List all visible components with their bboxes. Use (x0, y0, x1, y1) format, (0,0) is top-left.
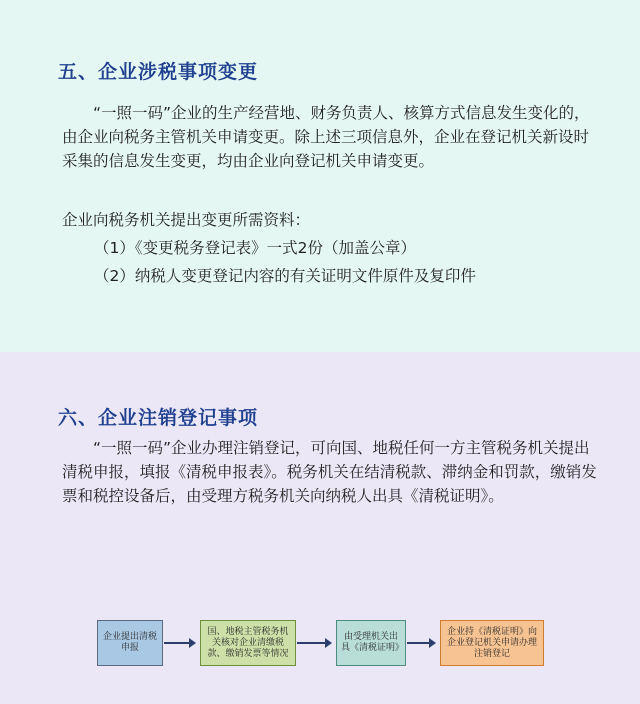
section-5-heading: 五、企业涉税事项变更 (58, 61, 259, 83)
flow-arrow-icon (297, 642, 330, 644)
section-5-paragraph: “一照一码”企业的生产经营地、财务负责人、核算方式信息发生变化的，由企业向税务主管机关申请变更。除上述三项信息外，企业在登记机关新设时采集的信息发生变更，均由企业向登记机关申请变更。 (62, 104, 590, 170)
requirement-item: （1）《变更税务登记表》一式2份（加盖公章） (94, 239, 416, 257)
flow-step-4: 企业持《清税证明》向企业登记机关申请办理注销登记 (440, 620, 544, 666)
flow-arrow-icon (164, 642, 194, 644)
flow-step-1: 企业提出清税申报 (97, 620, 163, 666)
section-6-heading: 六、企业注销登记事项 (58, 407, 259, 429)
flow-step-2: 国、地税主管税务机关核对企业清缴税款、缴销发票等情况 (200, 620, 296, 666)
section-6-paragraph: “一照一码”企业办理注销登记，可向国、地税任何一方主管税务机关提出清税申报，填报《清税申报表》。税务机关在结清税款、滞纳金和罚款，缴销发票和税控设备后，由受理方税务机关向纳税人出具《清税证明》。 (62, 439, 597, 505)
flow-step-3: 由受理机关出具《清税证明》 (336, 620, 406, 666)
deregistration-flowchart (0, 620, 640, 680)
section-6 (0, 352, 640, 704)
requirement-item: （2）纳税人变更登记内容的有关证明文件原件及复印件 (94, 267, 476, 285)
requirements-title: 企业向税务机关提出变更所需资料： (62, 211, 311, 229)
flow-arrow-icon (407, 642, 434, 644)
